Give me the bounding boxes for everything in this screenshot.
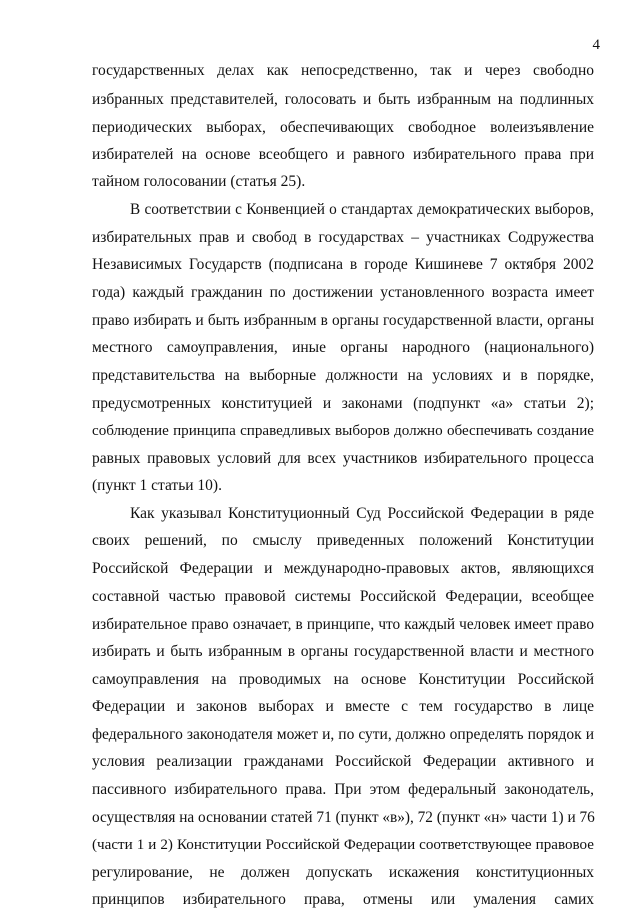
text-line: принципов избирательного права, отмены или умаления самих: [92, 891, 594, 908]
text-line: избранных представителей, голосовать и быть избранным на подлинных: [92, 91, 594, 108]
text-line: государственных делах как непосредственно, так и через свободно: [92, 62, 594, 79]
text-line: периодических выборах, обеспечивающих свободное волеизъявление: [92, 119, 594, 136]
text-line: избирательное право означает, в принципе, что каждый человек имеет право: [92, 616, 594, 633]
text-line: избирать и быть избранным в органы государственной власти и местного: [92, 643, 594, 660]
text-line: Федерации и законов выборах и вместе с тем государство в лице: [92, 698, 594, 715]
text-line: соблюдение принципа справедливых выборов должно обеспечивать создание: [92, 423, 594, 439]
text-line: года) каждый гражданин по достижении установленного возраста имеет: [92, 284, 594, 301]
text-line: избирателей на основе всеобщего и равного избирательного права при: [92, 146, 594, 163]
text-line: равных правовых условий для всех участников избирательного процесса: [92, 450, 594, 467]
text-line: составной частью правовой системы Российской Федерации, всеобщее: [92, 588, 594, 605]
text-line: (части 1 и 2) Конституции Российской Федерации соответствующее правовое: [92, 837, 594, 853]
text-line: самоуправления на проводимых на основе Конституции Российской: [92, 671, 594, 688]
paragraph-first-line: Как указывал Конституционный Суд Российской Федерации в ряде: [130, 505, 594, 522]
text-line: условия реализации гражданами Российской Федерации активного и: [92, 753, 594, 770]
paragraph-first-line: В соответствии с Конвенцией о стандартах демократических выборов,: [130, 201, 594, 218]
text-line: регулирование, не должен допускать искажения конституционных: [92, 864, 594, 881]
text-line: (пункт 1 статьи 10).: [92, 477, 222, 494]
text-line: предусмотренных конституцией и законами (подпункт «а» статьи 2);: [92, 395, 594, 412]
text-line: избирательных прав и свобод в государствах – участниках Содружества: [92, 229, 594, 246]
text-line: право избирать и быть избранным в органы государственной власти, органы: [92, 312, 594, 329]
text-line: Российской Федерации и международно-правовых актов, являющихся: [92, 560, 594, 577]
text-line: представительства на выборные должности на условиях и в порядке,: [92, 367, 594, 384]
text-line: тайном голосовании (статья 25).: [92, 173, 306, 190]
text-line: пассивного избирательного права. При этом федеральный законодатель,: [92, 781, 594, 798]
page-number: 4: [592, 37, 600, 53]
text-line: федерального законодателя может и, по сути, должно определять порядок и: [92, 726, 594, 743]
text-line: Независимых Государств (подписана в городе Кишиневе 7 октября 2002: [92, 256, 594, 273]
text-line: осуществляя на основании статей 71 (пункт «в»), 72 (пункт «н» части 1) и 76: [92, 809, 595, 826]
text-line: своих решений, по смыслу приведенных положений Конституции: [92, 532, 594, 549]
text-line: местного самоуправления, иные органы народного (национального): [92, 339, 594, 356]
